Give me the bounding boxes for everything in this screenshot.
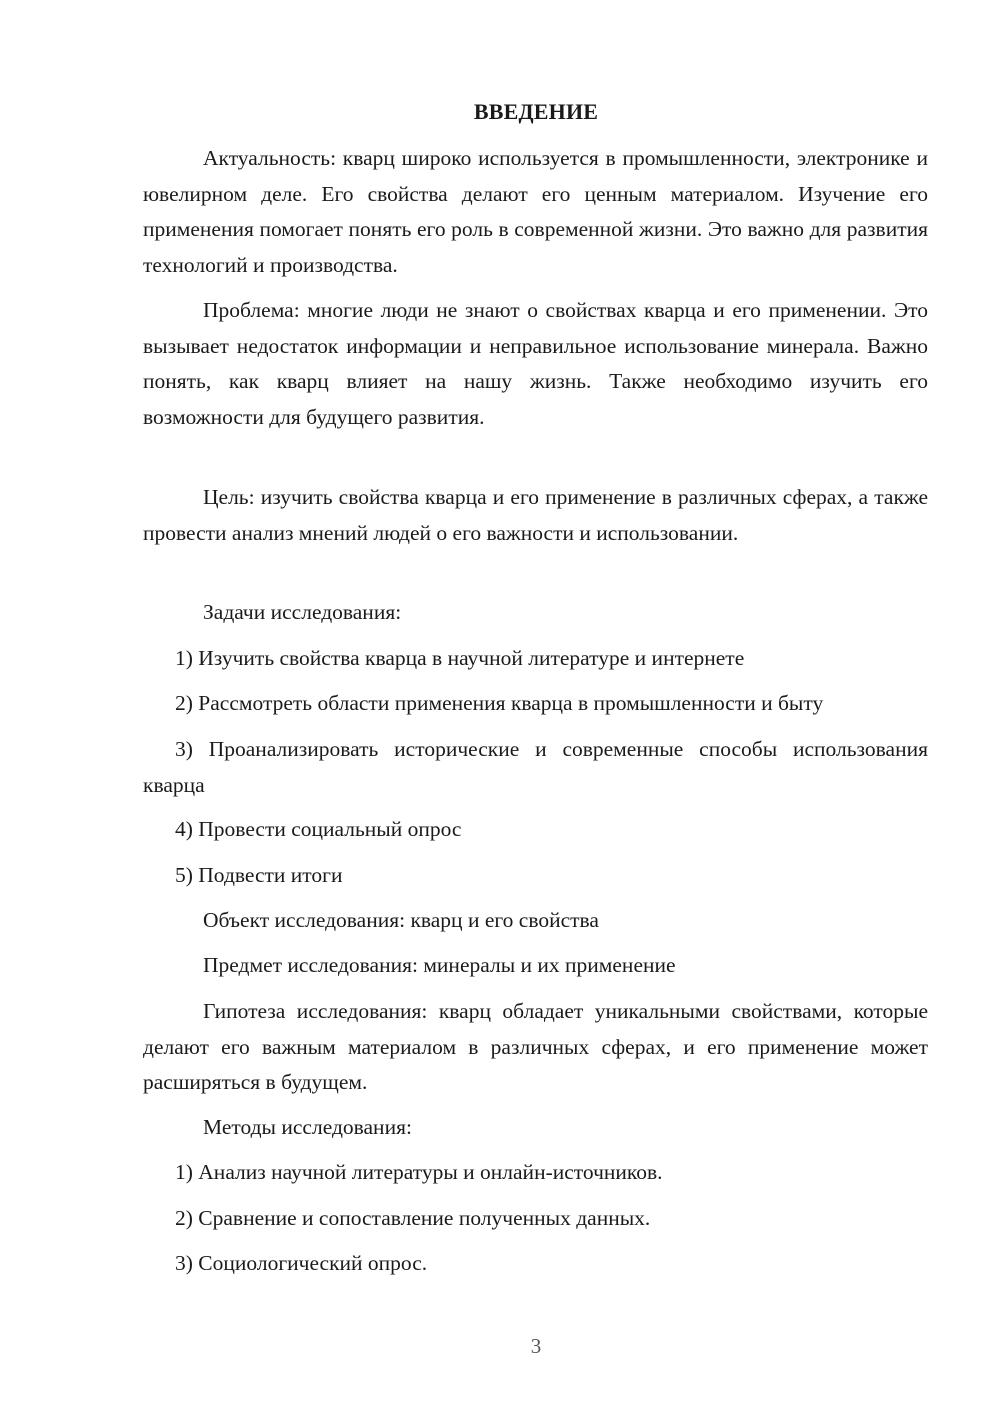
method-item-2: 2) Сравнение и сопоставление полученных данных. [175, 1206, 651, 1230]
page-number: 3 [530, 1334, 542, 1358]
task-item-3: 3) Проанализировать исторические и современные способы использования кварца [143, 737, 928, 797]
task-item-4: 4) Провести социальный опрос [175, 817, 462, 841]
tasks-heading: Задачи исследования: [203, 600, 402, 624]
object-paragraph: Объект исследования: кварц и его свойства [203, 908, 599, 932]
goal-paragraph: Цель: изучить свойства кварца и его применение в различных сферах, а также провести анализ мнений людей о его важности и использовании. [143, 485, 928, 545]
relevance-paragraph: Актуальность: кварц широко используется в промышленности, электронике и ювелирном деле. Его свойства делают его ценным материалом. Изучение его применения помогает понять его роль в современной жизни. Это важно для развития технологий и производства. [143, 146, 928, 277]
problem-paragraph: Проблема: многие люди не знают о свойствах кварца и его применении. Это вызывает недостаток информации и неправильное использование минерала. Важно понять, как кварц влияет на нашу жизнь. Также необходимо изучить его возможности для будущего развития. [143, 298, 928, 429]
methods-heading: Методы исследования: [203, 1115, 412, 1139]
task-item-5: 5) Подвести итоги [175, 863, 343, 887]
method-item-1: 1) Анализ научной литературы и онлайн-источников. [175, 1160, 663, 1184]
task-item-1: 1) Изучить свойства кварца в научной литературе и интернете [175, 646, 745, 670]
method-item-3: 3) Социологический опрос. [175, 1251, 428, 1275]
subject-paragraph: Предмет исследования: минералы и их применение [203, 953, 676, 977]
page-title: ВВЕДЕНИЕ [473, 99, 599, 124]
hypothesis-paragraph: Гипотеза исследования: кварц обладает уникальными свойствами, которые делают его важным материалом в различных сферах, и его применение может расширяться в будущем. [143, 999, 928, 1094]
task-item-2: 2) Рассмотреть области применения кварца в промышленности и быту [175, 691, 824, 715]
